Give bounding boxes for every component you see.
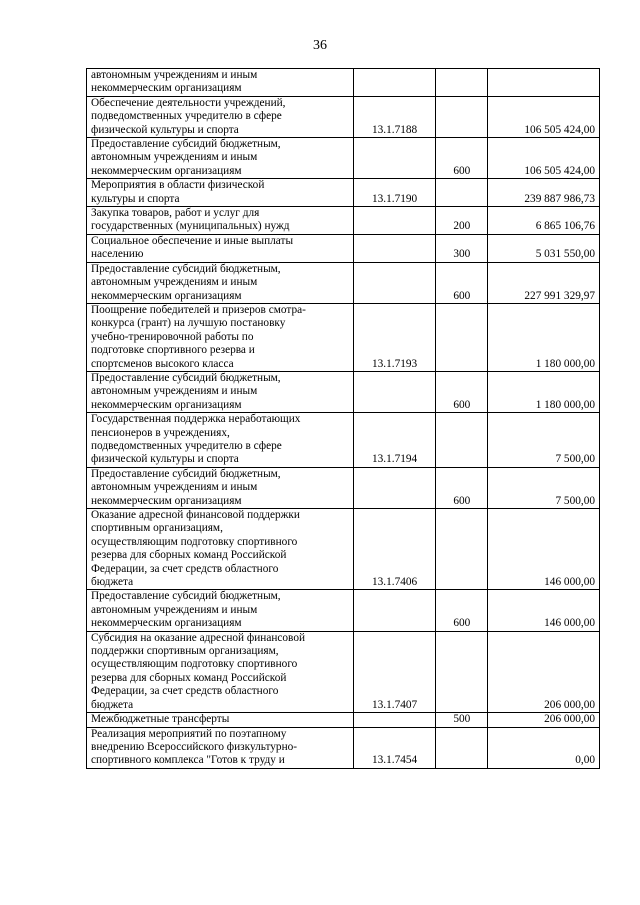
row-name-line: Реализация мероприятий по поэтапному <box>91 727 287 740</box>
row-sum-cell: 1 180 000,00 <box>488 371 600 412</box>
row-name-line: автономным учреждениям и иным <box>91 603 258 616</box>
row-name-cell <box>87 713 354 727</box>
row-name-cell <box>87 96 354 137</box>
row-expense-type-cell: 600 <box>436 371 488 412</box>
row-name-line: конкурса (грант) на лучшую постановку <box>91 317 286 330</box>
row-name-line: внедрению Всероссийского физкультурно- <box>91 740 298 753</box>
row-code-cell <box>353 207 435 235</box>
row-name-cell <box>87 138 354 179</box>
row-expense-type-cell <box>436 303 488 371</box>
row-sum-cell: 206 000,00 <box>488 631 600 712</box>
row-name-line: бюджета <box>91 698 134 711</box>
table-row <box>87 234 600 262</box>
row-code-cell: 13.1.7188 <box>353 96 435 137</box>
row-name-line: некоммерческим организациям <box>91 617 242 630</box>
row-name-line: Предоставление субсидий бюджетным, <box>91 262 281 275</box>
row-expense-type-cell: 600 <box>436 590 488 631</box>
row-name-line: автономным учреждениям и иным <box>91 151 258 164</box>
row-name-cell <box>87 179 354 207</box>
table-row <box>87 727 600 768</box>
row-name-line: учебно-тренировочной работы по <box>91 330 254 343</box>
table-row <box>87 138 600 179</box>
row-name-line: физической культуры и спорта <box>91 123 239 136</box>
row-sum-cell: 7 500,00 <box>488 467 600 508</box>
row-sum-cell: 1 180 000,00 <box>488 303 600 371</box>
row-sum-cell: 146 000,00 <box>488 509 600 590</box>
table-row <box>87 179 600 207</box>
row-name-line: Социальное обеспечение и иные выплаты <box>91 234 294 247</box>
budget-table <box>86 68 600 769</box>
row-name-cell <box>87 234 354 262</box>
row-name-line: Предоставление субсидий бюджетным, <box>91 590 281 603</box>
row-name-line: спортивного комплекса "Готов к труду и <box>91 754 285 767</box>
row-name-cell <box>87 303 354 371</box>
budget-table-body <box>87 69 600 769</box>
row-name-line: Оказание адресной финансовой поддержки <box>91 509 300 521</box>
row-name-line: подготовке спортивного резерва и <box>91 344 255 357</box>
row-name-line: пенсионеров в учреждениях, <box>91 426 230 439</box>
row-name-line: осуществляющим подготовку спортивного <box>91 535 298 548</box>
row-name-line: Федерации, за счет средств областного <box>91 562 279 575</box>
table-row <box>87 467 600 508</box>
table-row <box>87 590 600 631</box>
row-code-cell <box>353 371 435 412</box>
row-expense-type-cell <box>436 69 488 97</box>
row-name-line: некоммерческим организациям <box>91 289 242 302</box>
table-row <box>87 509 600 590</box>
row-code-cell <box>353 69 435 97</box>
page-number: 36 <box>313 38 327 53</box>
row-expense-type-cell: 600 <box>436 467 488 508</box>
row-expense-type-cell <box>436 727 488 768</box>
row-name-line: государственных (муниципальных) нужд <box>91 220 290 233</box>
row-expense-type-cell: 500 <box>436 713 488 727</box>
row-name-cell <box>87 262 354 303</box>
row-name-line: некоммерческим организациям <box>91 82 242 95</box>
row-name-line: автономным учреждениям и иным <box>91 276 258 289</box>
row-expense-type-cell <box>436 96 488 137</box>
row-name-line: Предоставление субсидий бюджетным, <box>91 138 281 151</box>
row-expense-type-cell: 300 <box>436 234 488 262</box>
row-name-line: автономным учреждениям и иным <box>91 481 258 494</box>
row-name-line: физической культуры и спорта <box>91 453 239 466</box>
row-name-line: осуществляющим подготовку спортивного <box>91 658 298 671</box>
row-code-cell <box>353 138 435 179</box>
row-name-line: спортивным организациям, <box>91 522 223 535</box>
row-name-line: бюджета <box>91 576 134 589</box>
row-name-line: подведомственных учредителю в сфере <box>91 439 282 452</box>
row-code-cell: 13.1.7454 <box>353 727 435 768</box>
row-name-cell <box>87 631 354 712</box>
table-row <box>87 631 600 712</box>
row-expense-type-cell: 600 <box>436 262 488 303</box>
row-name-line: некоммерческим организациям <box>91 494 242 507</box>
row-name-line: некоммерческим организациям <box>91 164 242 177</box>
table-row <box>87 413 600 468</box>
row-code-cell: 13.1.7407 <box>353 631 435 712</box>
row-sum-cell: 239 887 986,73 <box>488 179 600 207</box>
row-name-line: Федерации, за счет средств областного <box>91 685 279 698</box>
row-code-cell <box>353 713 435 727</box>
row-sum-cell: 106 505 424,00 <box>488 96 600 137</box>
row-sum-cell: 206 000,00 <box>488 713 600 727</box>
row-code-cell <box>353 234 435 262</box>
row-name-line: Обеспечение деятельности учреждений, <box>91 96 286 109</box>
row-name-line: Предоставление субсидий бюджетным, <box>91 371 281 384</box>
row-name-cell <box>87 509 354 590</box>
table-row <box>87 713 600 727</box>
row-expense-type-cell <box>436 179 488 207</box>
row-expense-type-cell <box>436 413 488 468</box>
table-row <box>87 371 600 412</box>
row-name-cell <box>87 590 354 631</box>
table-row <box>87 262 600 303</box>
row-code-cell <box>353 467 435 508</box>
row-name-line: автономным учреждениям и иным <box>91 385 258 398</box>
row-name-cell <box>87 69 354 97</box>
row-expense-type-cell <box>436 631 488 712</box>
row-expense-type-cell <box>436 509 488 590</box>
row-sum-cell: 7 500,00 <box>488 413 600 468</box>
row-name-line: Субсидия на оказание адресной финансовой <box>91 631 306 644</box>
row-sum-cell: 0,00 <box>488 727 600 768</box>
row-name-cell <box>87 413 354 468</box>
row-sum-cell: 6 865 106,76 <box>488 207 600 235</box>
row-name-line: Закупка товаров, работ и услуг для <box>91 207 260 220</box>
table-row <box>87 303 600 371</box>
row-name-line: Мероприятия в области физической <box>91 179 265 192</box>
table-row <box>87 207 600 235</box>
row-name-line: спортсменов высокого класса <box>91 357 234 370</box>
row-name-line: некоммерческим организациям <box>91 398 242 411</box>
row-sum-cell: 5 031 550,00 <box>488 234 600 262</box>
row-name-line: автономным учреждениям и иным <box>91 69 258 81</box>
row-name-cell <box>87 207 354 235</box>
row-name-cell <box>87 467 354 508</box>
row-name-line: подведомственных учредителю в сфере <box>91 110 282 123</box>
row-name-cell <box>87 727 354 768</box>
row-name-line: поддержки спортивным организациям, <box>91 645 279 658</box>
row-code-cell: 13.1.7193 <box>353 303 435 371</box>
row-name-line: Предоставление субсидий бюджетным, <box>91 467 281 480</box>
row-expense-type-cell: 200 <box>436 207 488 235</box>
row-name-line: Межбюджетные трансферты <box>91 713 230 726</box>
row-sum-cell: 106 505 424,00 <box>488 138 600 179</box>
row-code-cell <box>353 590 435 631</box>
row-code-cell: 13.1.7406 <box>353 509 435 590</box>
row-code-cell <box>353 262 435 303</box>
row-sum-cell: 227 991 329,97 <box>488 262 600 303</box>
row-name-line: резерва для сборных команд Российской <box>91 549 287 562</box>
row-sum-cell <box>488 69 600 97</box>
row-code-cell: 13.1.7190 <box>353 179 435 207</box>
row-name-line: населению <box>91 248 144 261</box>
row-sum-cell: 146 000,00 <box>488 590 600 631</box>
table-row <box>87 69 600 97</box>
row-code-cell: 13.1.7194 <box>353 413 435 468</box>
table-row <box>87 96 600 137</box>
row-name-line: Государственная поддержка неработающих <box>91 413 301 426</box>
row-name-line: резерва для сборных команд Российской <box>91 671 287 684</box>
row-name-line: культуры и спорта <box>91 192 180 205</box>
row-name-line: Поощрение победителей и призеров смотра- <box>91 303 306 316</box>
row-expense-type-cell: 600 <box>436 138 488 179</box>
row-name-cell <box>87 371 354 412</box>
